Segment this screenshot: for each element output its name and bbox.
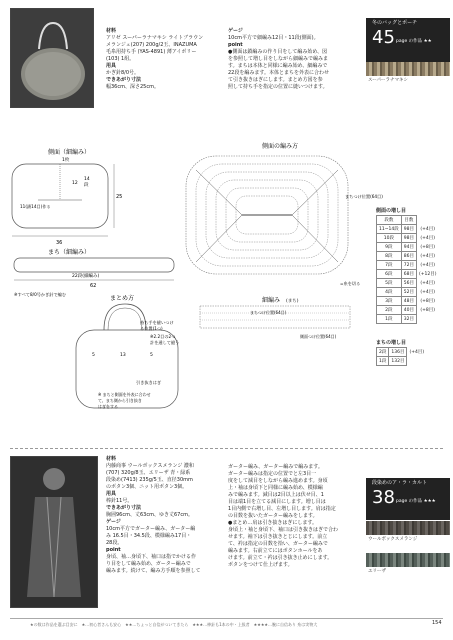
point-line-4: 22段を編みます。本体とまちを外表に合わせ (228, 70, 329, 76)
cell: 11~14段 (377, 225, 402, 234)
finish-note-3: ※2.2目の2つ (150, 334, 176, 339)
table-row (377, 270, 439, 279)
bag-photo (10, 8, 94, 108)
b-col2-12: て、衿は指定の目数を拾い、ガーター編みで (228, 541, 328, 547)
materials-heading: 材料 (106, 28, 117, 34)
cell: 10段 (377, 234, 402, 243)
materials-line-1: アリゼ スーパーラナマキシ ライトブラウン (106, 35, 204, 41)
table-row (377, 315, 439, 324)
gusset-row-label: まちつけ位置(64目) (250, 310, 287, 315)
cell: 136目 (389, 348, 407, 357)
cell: 48目 (401, 297, 416, 306)
b-col2-11: せます。袖下は引き抜きとじにします。前立 (228, 534, 328, 540)
cell: 132目 (389, 357, 407, 366)
yarn-sample-top (366, 62, 450, 76)
yarn-sample-bottom-2 (366, 553, 450, 567)
cell: 86目 (401, 252, 416, 261)
finish-bottom-2: て、まち側から引き抜き (98, 398, 142, 403)
cardigan-photo (10, 456, 98, 608)
b-materials-1: 内藤商事 ウールボックスメランジ 濃和 (106, 463, 194, 469)
b-gauge-1: 10cm平方でガーター編み、ガーター編 (106, 526, 196, 532)
table-row (377, 306, 439, 315)
b-materials-2: (707) 320g/8玉、エリーザ 青・緑系 (106, 470, 191, 476)
b-col2-2: ガーター編みは指定の位置でと左3目一 (228, 471, 317, 477)
table-row (377, 225, 439, 234)
b-gauge-2: み 16.5目・34.5段、模様編み17目・ (106, 533, 192, 539)
finish-note-2: る位置(1つ) (140, 326, 163, 331)
gusset-shape (14, 258, 174, 272)
point-line-5: て引き抜きはぎにします。まとめ方図を参 (228, 77, 323, 83)
cell: 6段 (377, 270, 402, 279)
cell: 9段 (377, 243, 402, 252)
top-info-col2 (228, 28, 329, 91)
bag-photo-illustration (11, 9, 93, 107)
gauge-heading: ゲージ (228, 28, 243, 34)
b-col2-5: みで編みます。減目は2目以上は伏せ目、1 (228, 492, 324, 498)
cell: 32目 (401, 315, 416, 324)
b-materials-heading: 材料 (106, 456, 117, 462)
size-heading: できあがり寸法 (106, 77, 142, 83)
cell: 2段 (377, 306, 402, 315)
table-row (377, 252, 439, 261)
cell: 1段 (377, 357, 389, 366)
yarn-label-top: スーパーラナマキシ (368, 78, 409, 83)
b-tools-line: 棒針11号。 (106, 498, 133, 504)
cell: 4段 (377, 288, 402, 297)
cell: (+4目) (420, 263, 436, 268)
cell: (+8目) (420, 245, 436, 250)
pattern-title: 側面の編み方 (262, 143, 299, 150)
badge-bottom-title: 段染めのア・ラ・カルト (372, 480, 428, 486)
cell: 7段 (377, 261, 402, 270)
pattern-note-2: =糸を切る (340, 281, 361, 286)
footer-legend: ★の数は作品を選ぶ目安に ★…初心者さんも安心 ★★…ちょっと自信がついてきたら ★★★…棒針も1本の中・上級者 ★★★★…腕に自信あり 糸は実物大 (30, 622, 318, 627)
b-col2-4: 上・袖は身頃下と同様に編み始め、模様編 (228, 485, 323, 491)
cell: 5段 (377, 279, 402, 288)
pattern-note-1: まちつけ位置(64目) (345, 194, 383, 199)
cell (416, 315, 439, 324)
page-number: 154 (432, 620, 442, 626)
tools-heading: 用具 (106, 63, 117, 69)
work-badge-top (366, 18, 450, 62)
gusset-table-title: まちの増し目 (376, 340, 407, 346)
cell: 40目 (401, 306, 416, 315)
cell: 52目 (401, 288, 416, 297)
b-col2-10: 身頃上・袖と身頃下、袖口は引き抜きはぎで合わ (228, 527, 339, 533)
b-col2-14: けます。前立て・衿は引き抜き止めにします。 (228, 555, 333, 561)
b-col2-1: ガーター編み、ガーター編みで編みます。 (228, 464, 323, 470)
cell: 3段 (377, 297, 402, 306)
badge-bottom-suffix: page の作品 ★★★ (396, 499, 436, 504)
section-divider (10, 448, 443, 449)
gusset-width: 62 (90, 283, 97, 289)
side-sub: 1枚 (62, 158, 70, 163)
cell (407, 357, 427, 366)
side-title: 側面（細編み） (48, 149, 91, 156)
gusset-label: 22段(細編み) (72, 274, 100, 279)
cell: 98目 (401, 234, 416, 243)
cell: 2段 (377, 348, 389, 357)
badge-top-suffix: page の作品 ★★ (396, 39, 432, 44)
side-label-d: 11(鎖14目)作る (20, 204, 51, 209)
b-size-heading: できあがり寸法 (106, 505, 142, 511)
bottom-info-col2 (228, 464, 338, 569)
cell: (+8目) (420, 299, 436, 304)
badge-bottom-number: 38 (372, 487, 395, 508)
gusset-title: まち（細編み） (48, 249, 91, 256)
top-info-col1 (106, 28, 203, 91)
b-materials-4: のボタン3個、ニット用ボタン3個。 (106, 484, 188, 490)
cell: (+4目) (420, 236, 436, 241)
cell: 8段 (377, 252, 402, 261)
cell: (+4目) (420, 227, 436, 232)
cell: (+4目) (420, 254, 436, 259)
finish-note-5: 引き抜きはぎ (136, 380, 162, 385)
b-col2-13: 編みます。右前立てにはボタンホールをあ (228, 548, 323, 554)
cell: (+4目) (420, 290, 436, 295)
side-width: 36 (56, 240, 63, 246)
cell: (+4目) (420, 281, 436, 286)
finish-num-3: 5 (150, 353, 153, 358)
table-row (377, 297, 439, 306)
cell: 72目 (401, 261, 416, 270)
b-col2-3: 度をして減目をしながら編み進めます。身頃 (228, 478, 328, 484)
badge-top-number: 45 (372, 27, 395, 48)
increase-table-header (377, 216, 439, 225)
b-size-line: 胸囲96cm、丈63cm、ゆき丈67cm。 (106, 512, 193, 518)
cell: (+4目) (409, 350, 425, 355)
finish-num-1: 5 (92, 353, 95, 358)
b-materials-3: 段染め(7413) 235g/5玉、直径30mm (106, 477, 193, 483)
materials-line-3: 毛糸用持ち手 (YAS-4891) 薄アイボリー (106, 49, 197, 55)
yarn-sample-bottom-1 (366, 521, 450, 535)
table-row (377, 348, 427, 357)
gusset-pattern-title: 細編み (262, 297, 281, 304)
b-point-1: 身頃、袖…身頃下、袖口は指でかける作 (106, 554, 197, 560)
yarn-label-bottom-2: エリーザ (368, 569, 386, 574)
increase-head-rows: 段数 (377, 216, 402, 225)
work-badge-bottom (366, 478, 450, 520)
point-heading: point (228, 42, 243, 48)
finish-note-1: 持ち手を縫いつけ (140, 320, 174, 325)
table-row (377, 261, 439, 270)
size-line: 幅36cm、深さ25cm。 (106, 84, 159, 90)
b-gauge-3: 28段。 (106, 540, 123, 546)
gusset-table (376, 347, 427, 366)
finish-bottom-1: ※ まちと側面を外表に合わせ (98, 392, 151, 397)
b-col2-6: 目は端1目を立てる減目にします。増し目は (228, 499, 326, 505)
table-row (377, 357, 427, 366)
b-col2-15: ボタンをつけて仕上げます。 (228, 562, 293, 568)
cell: 68目 (401, 270, 416, 279)
cell: 98目 (401, 225, 416, 234)
side-height: 25 (116, 194, 123, 200)
cell: (+12目) (418, 272, 437, 277)
increase-table (376, 215, 439, 324)
footer-rule (10, 618, 443, 619)
materials-line-4: (103) 1組。 (106, 56, 135, 62)
point-line-3: す。まちは本体と同様に編み始め、細編みで (228, 63, 328, 69)
gauge-line: 10cm平方で細編み12目・11段(側面)。 (228, 35, 319, 41)
b-col2-8: の目数を抜いたガーター編みをします。 (228, 513, 318, 519)
gusset-table-block (376, 340, 427, 366)
b-point-3: 編みます。続けて、編み方手順を参照して (106, 568, 201, 574)
cardigan-photo-illustration (11, 457, 97, 607)
finish-num-2: 13 (120, 353, 126, 358)
cell: 56目 (401, 279, 416, 288)
point-line-1: ●側面は鎖編みの作り目をして編み始め、図 (228, 49, 328, 55)
gusset-note: ※すべて8/0号かぎ針で編む (14, 292, 67, 297)
badge-top-title: 冬のバッグとポーチ (372, 20, 418, 26)
side-label-a: 14 (84, 177, 90, 182)
b-col2-9: ●まとめ…肩は引き抜きはぎにします。 (228, 520, 317, 526)
table-row (377, 288, 439, 297)
increase-head-sts: 目数 (401, 216, 416, 225)
finish-title: まとめ方 (110, 295, 135, 302)
point-line-2: を参照して増し目をしながら細編みで編みま (228, 56, 329, 62)
gusset-pattern-note: 側面つけ位置(64目) (300, 334, 337, 339)
yarn-label-bottom-1: ウールボックスメランジ (368, 537, 418, 542)
side-label-b: 段 (84, 183, 89, 188)
increase-table-title: 側面の増し目 (376, 208, 407, 214)
side-label-c: 12 (72, 181, 78, 186)
b-point-2: り目をして編み始め、ガーター編みで (106, 561, 191, 567)
cell: 1段 (377, 315, 402, 324)
cell: 94目 (401, 243, 416, 252)
b-point-heading: point (106, 547, 121, 553)
tools-line: かぎ針8/0号。 (106, 70, 140, 76)
b-gauge-heading: ゲージ (106, 519, 121, 525)
bottom-info-col1 (106, 456, 201, 575)
point-line-6: 照して持ち手を指定の位置に縫いつけます。 (228, 84, 328, 90)
finish-note-4: 計を通して縫う (150, 340, 180, 345)
table-row (377, 234, 439, 243)
cell: (+8目) (420, 308, 436, 313)
gusset-pattern-sub: (まち) (286, 299, 299, 304)
materials-line-2: メランジェ(207) 200g/2玉、INAZUMA (106, 42, 197, 48)
increase-table-block (376, 208, 439, 324)
b-tools-heading: 用具 (106, 491, 117, 497)
table-row (377, 243, 439, 252)
finish-bottom-3: はぎをする (98, 404, 118, 409)
b-col2-7: 1目内側で右増し目、左増し目します。肩は指定 (228, 506, 336, 512)
table-row (377, 279, 439, 288)
